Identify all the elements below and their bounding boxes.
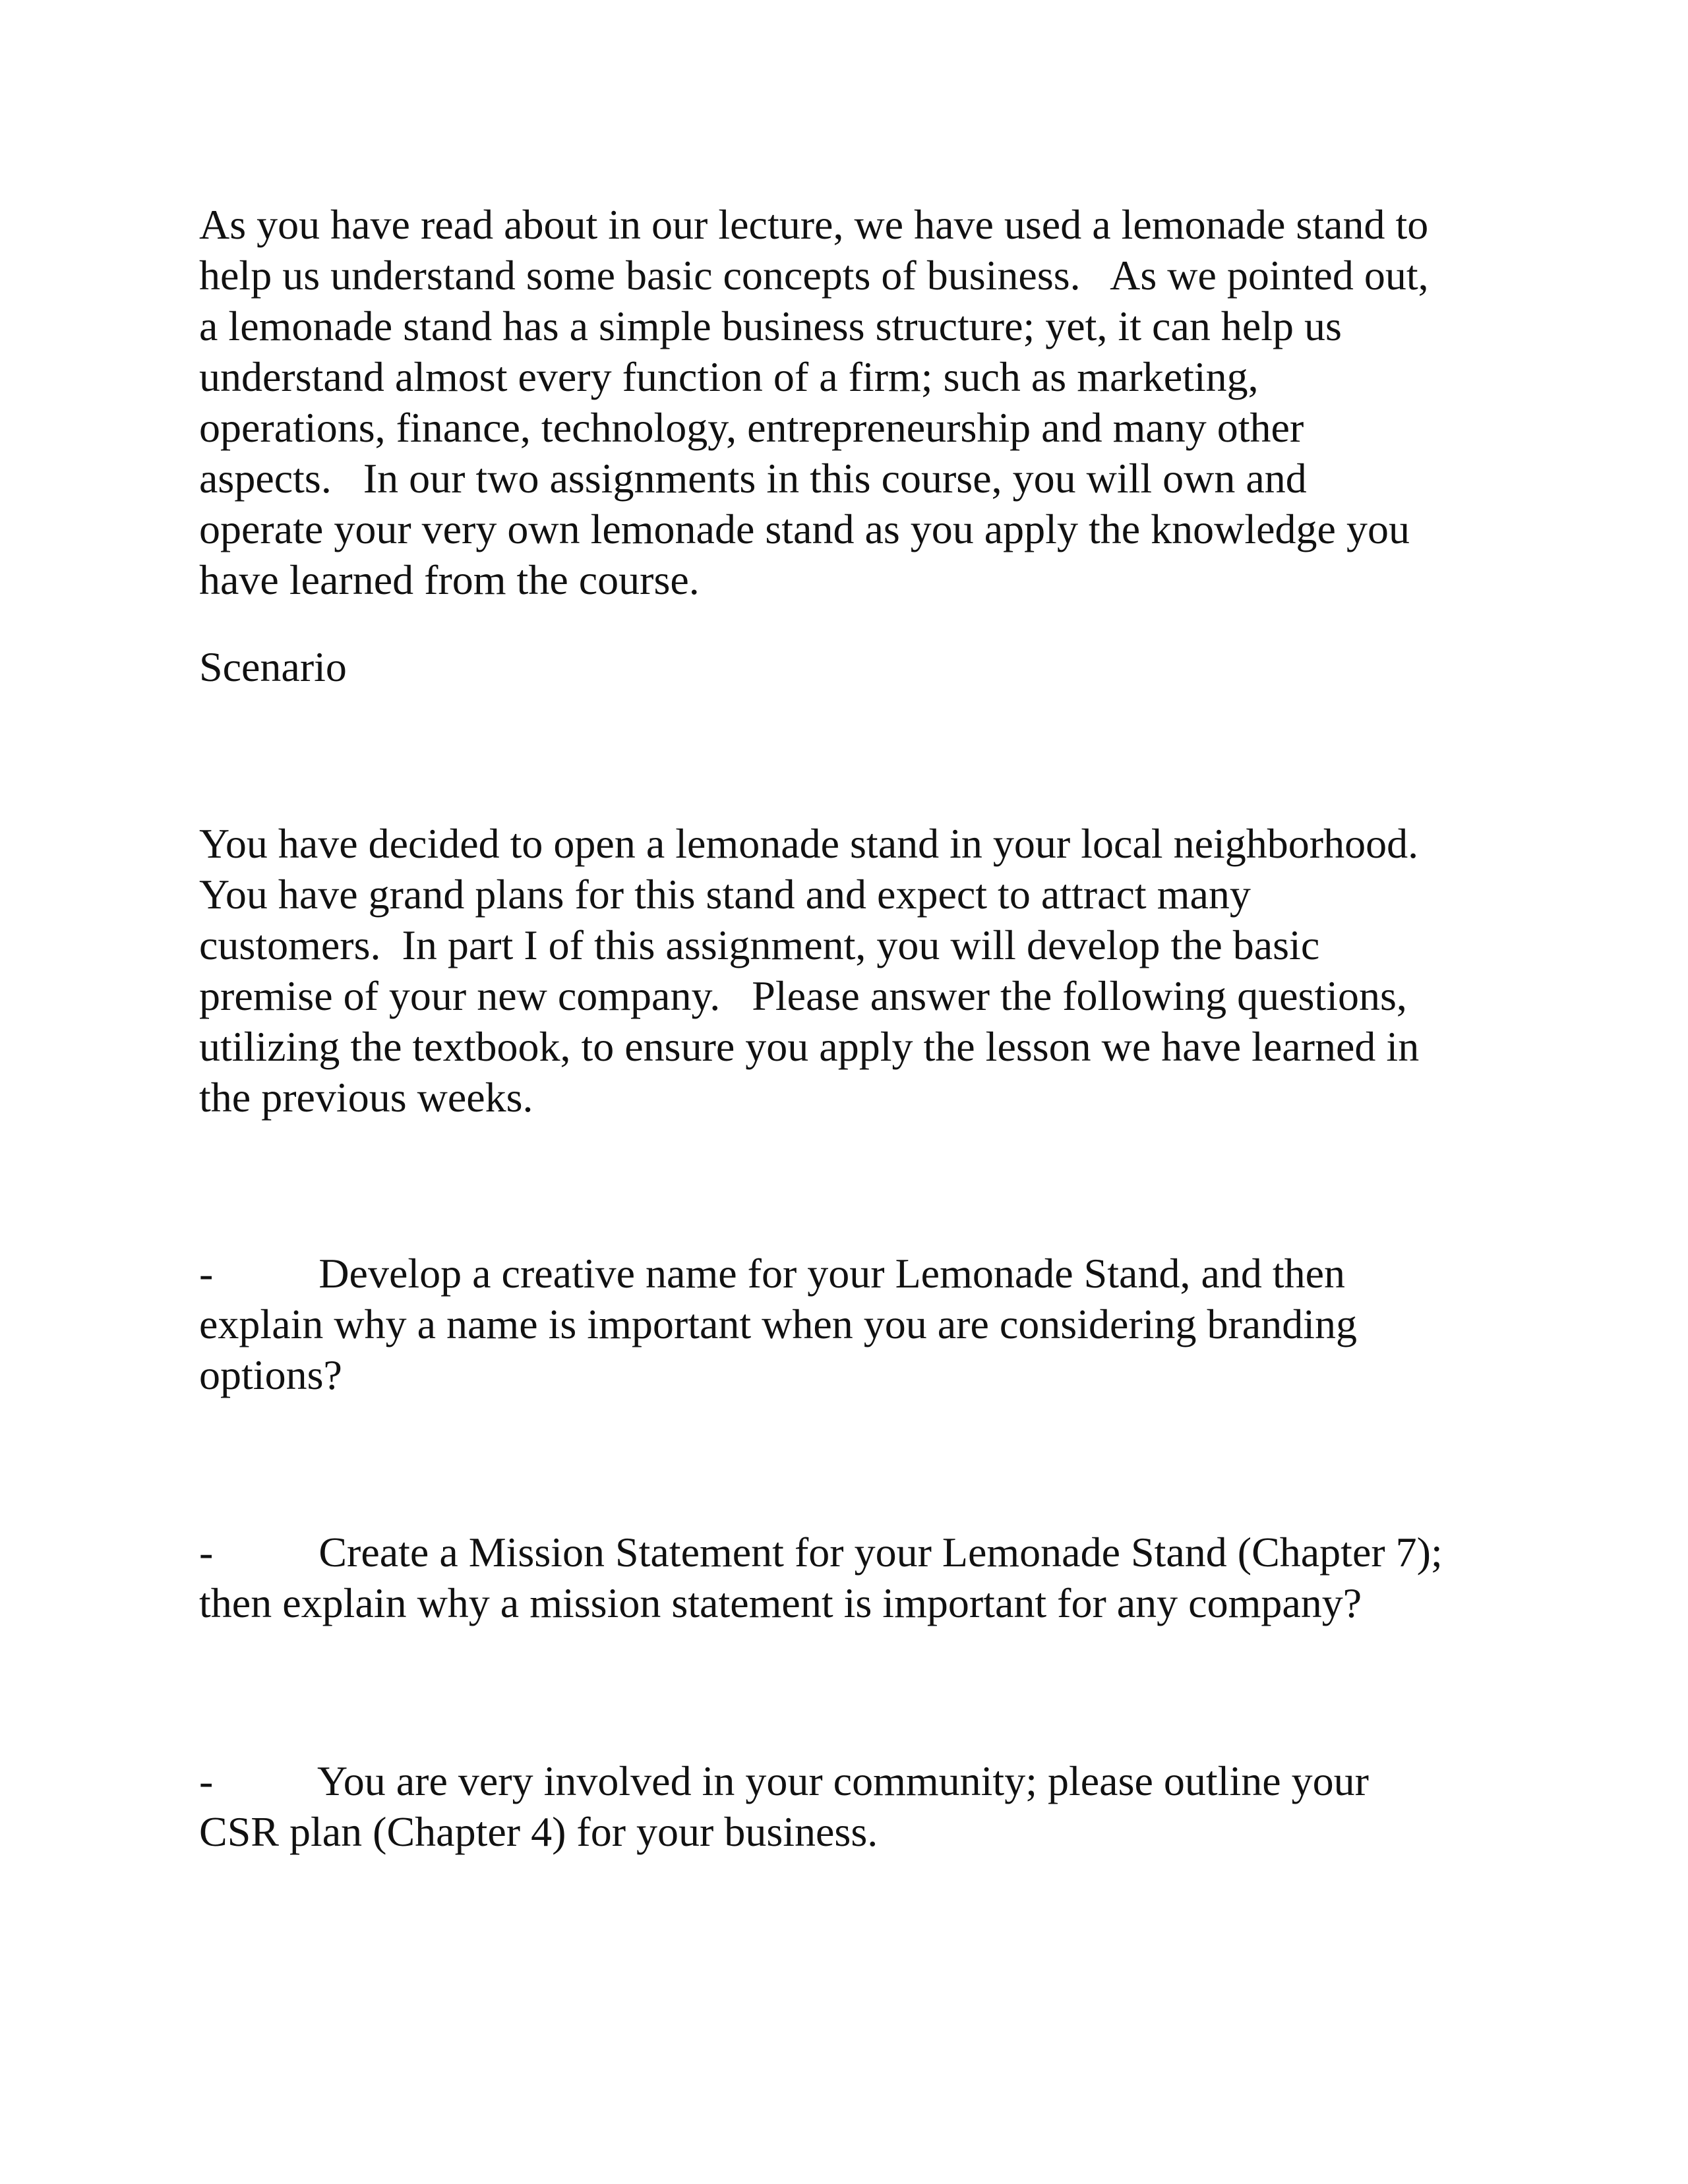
scenario-heading: Scenario — [199, 643, 347, 690]
question-item: - Create a Mission Statement for your Lemonade Stand (Chapter 7); then explain why a mission statement is important for any company? — [199, 1529, 1443, 1626]
intro-paragraph: As you have read about in our lecture, we have used a lemonade stand to help us understand some basic concepts of business. As we pointed out, a lemonade stand has a simple business structure; yet, it can help us understand almost every function of a firm; such as marketing, operations, finance, technology, entrepreneurship and many other aspects. In our two assignments in this course, you will own and operate your very own lemonade stand as you apply the knowledge you have learned from the course. — [199, 201, 1429, 603]
question-item: - You are very involved in your community; please outline your CSR plan (Chapter 4) for your business. — [199, 1757, 1369, 1855]
question-item: - Develop a creative name for your Lemonade Stand, and then explain why a name is important when you are considering branding options? — [199, 1250, 1357, 1398]
scenario-paragraph: You have decided to open a lemonade stand in your local neighborhood. You have grand plans for this stand and expect to attract many customers. In part I of this assignment, you will develop the basic premise of your new company. Please answer the following questions, utilizing the textbook, to ensure you apply the lesson we have learned in the previous weeks. — [199, 820, 1420, 1121]
